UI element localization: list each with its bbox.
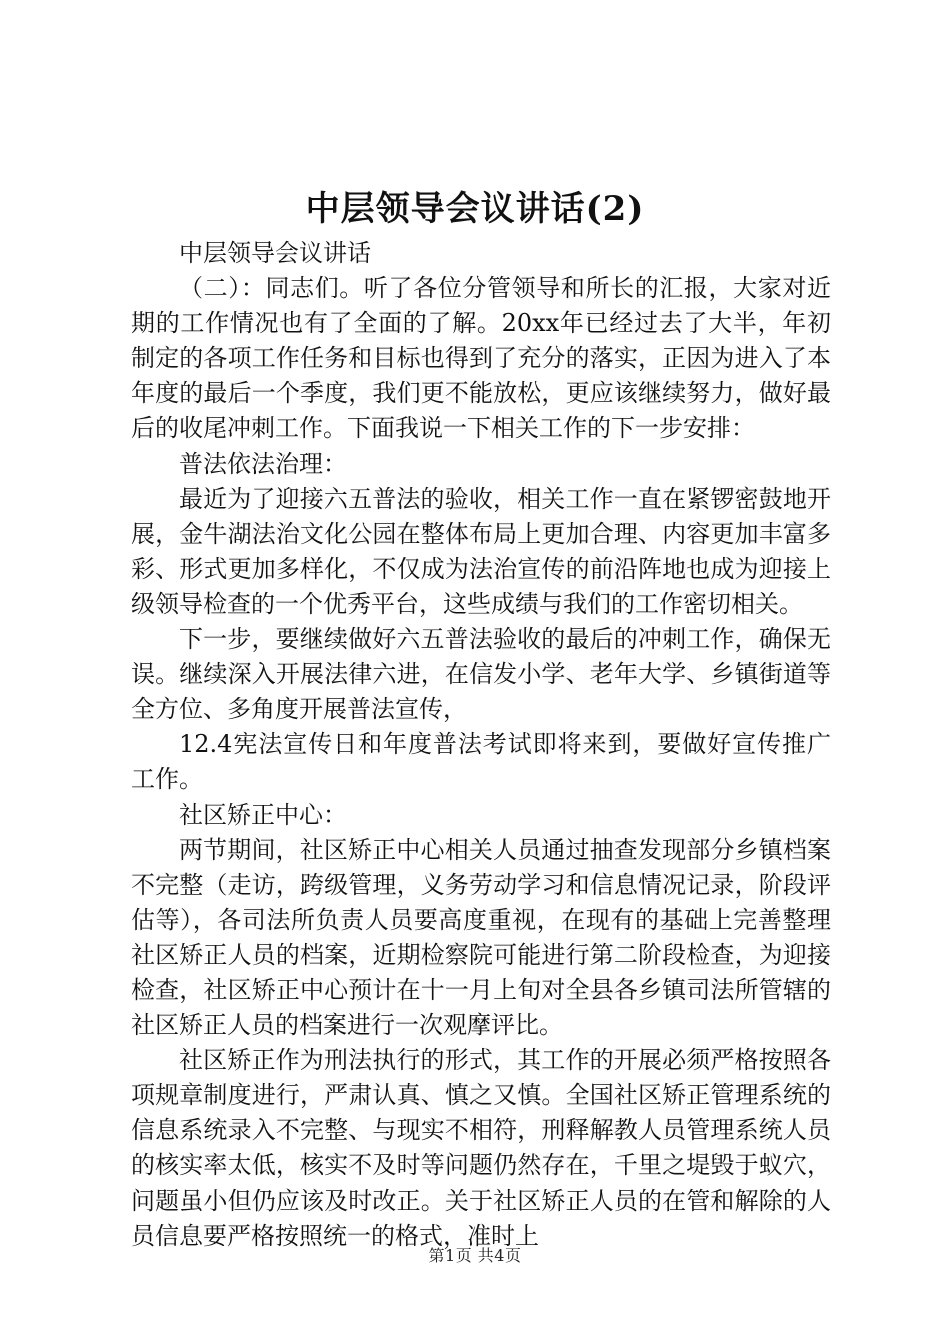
section-heading-legal-governance: 普法依法治理： (179, 449, 347, 478)
paragraph: 下一步，要继续做好六五普法验收的最后的冲刺工作，确保无误。继续深入开展法律六进，在信发小学、老年大学、乡镇街道等全方位、多角度开展普法宣传， (131, 625, 831, 724)
paragraph-opening: （二）：同志们。听了各位分管领导和所长的汇报，大家对近期的工作情况也有了全面的了解。20xx年已经过去了大半，年初制定的各项工作任务和目标也得到了充分的落实，正因为进入了本年度的最后一个季度，我们更不能放松，更应该继续努力，做好最后的收尾冲刺工作。下面我说一下相关工作的下一步安排： (131, 274, 831, 443)
page-footer: 第1页 共4页 (428, 1246, 522, 1265)
paragraph-subtitle: 中层领导会议讲话 (179, 239, 371, 267)
paragraph: 最近为了迎接六五普法的验收，相关工作一直在紧锣密鼓地开展，金牛湖法治文化公园在整体布局上更加合理、内容更加丰富多彩、形式更加多样化，不仅成为法治宣传的前沿阵地也成为迎接上级领导检查的一个优秀平台，这些成绩与我们的工作密切相关。 (131, 484, 831, 618)
section-heading-community-correction: 社区矫正中心： (179, 800, 347, 829)
document-title: 中层领导会议讲话(2) (305, 189, 645, 229)
paragraph: 12.4宪法宣传日和年度普法考试即将来到，要做好宣传推广工作。 (131, 730, 831, 794)
document-body (131, 236, 831, 1254)
paragraph: 社区矫正作为刑法执行的形式，其工作的开展必须严格按照各项规章制度进行，严肃认真、慎之又慎。全国社区矫正管理系统的信息系统录入不完整、与现实不相符，刑释解教人员管理系统人员的核实率太低，核实不及时等问题仍然存在，千里之堤毁于蚁穴，问题虽小但仍应该及时改正。关于社区矫正人员的在管和解除的人员信息要严格按照统一的格式，准时上 (131, 1046, 831, 1250)
paragraph: 两节期间，社区矫正中心相关人员通过抽查发现部分乡镇档案不完整（走访，跨级管理，义务劳动学习和信息情况记录，阶段评估等），各司法所负责人员要高度重视，在现有的基础上完善整理社区矫正人员的档案，近期检察院可能进行第二阶段检查，为迎接检查，社区矫正中心预计在十一月上旬对全县各乡镇司法所管辖的社区矫正人员的档案进行一次观摩评比。 (131, 835, 831, 1040)
